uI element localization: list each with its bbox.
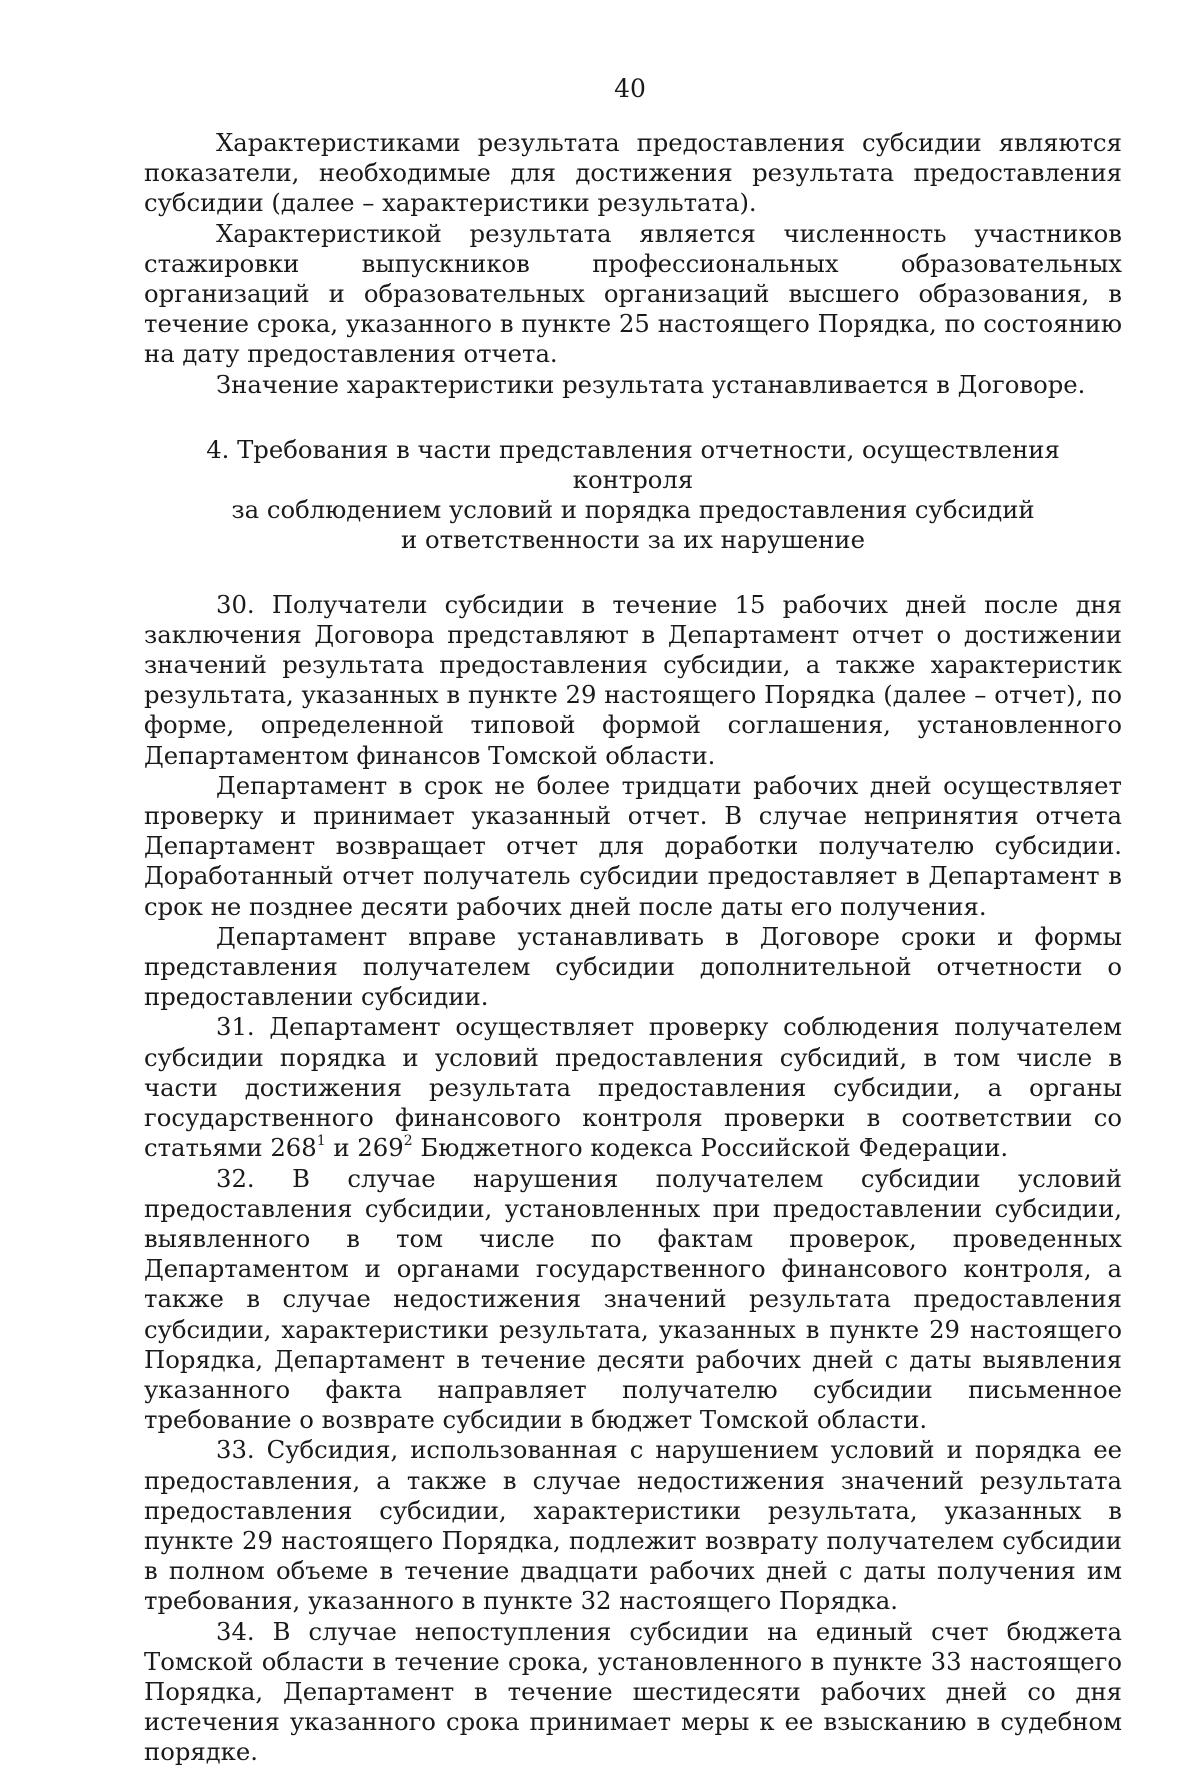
section-heading (144, 435, 1122, 556)
paragraph-characteristic-definition: Характеристикой результата является численность участников стажировки выпускников профессиональных образовательных организаций и образовательных организаций высшего образования, в течение срока, указанного в пункте 25 настоящего Порядка, по состоянию на дату предоставления отчета. (144, 218, 1122, 369)
paragraph-33: 33. Субсидия, использованная с нарушением условий и порядка ее предоставления, а также в случае недостижения значений результата предоставления субсидии, характеристики результата, указанных в пункте 29 настоящего Порядка, подлежит возврату получателем субсидии в полном объеме в течение двадцати рабочих дней с даты получения им требования, указанного в пункте 32 настоящего Порядка. (144, 1435, 1122, 1616)
paragraph-31-text-after: Бюджетного кодекса Российской Федерации. (412, 1133, 1009, 1163)
section-heading-line-3: и ответственности за их нарушение (401, 525, 865, 555)
paragraph-32: 32. В случае нарушения получателем субсидии условий предоставления субсидии, установленных при предоставлении субсидии, выявленного в том числе по фактам проверок, проведенных Департаментом и органами государственного финансового контроля, а также в случае недостижения значений результата предоставления субсидии, характеристики результата, указанных в пункте 29 настоящего Порядка, Департамент в течение десяти рабочих дней с даты выявления указанного факта направляет получателю субсидии письменное требование о возврате субсидии в бюджет Томской области. (144, 1163, 1122, 1435)
paragraph-30-additional: Департамент вправе устанавливать в Договоре сроки и формы представления получателем субсидии дополнительной отчетности о предоставлении субсидии. (144, 921, 1122, 1012)
paragraph-30: 30. Получатели субсидии в течение 15 рабочих дней после дня заключения Договора представляют в Департамент отчет о достижении значений результата предоставления субсидии, а также характеристик результата, указанных в пункте 29 настоящего Порядка (далее – отчет), по форме, определенной типовой формой соглашения, установленного Департаментом финансов Томской области. (144, 589, 1122, 770)
paragraph-characteristic-value: Значение характеристики результата устанавливается в Договоре. (216, 369, 1086, 399)
paragraph-30-review: Департамент в срок не более тридцати рабочих дней осуществляет проверку и принимает указанный отчет. В случае непринятия отчета Департамент возвращает отчет для доработки получателю субсидии. Доработанный отчет получатель субсидии предоставляет в Департамент в срок не позднее десяти рабочих дней после даты его получения. (144, 770, 1122, 921)
paragraph-31 (144, 1012, 1122, 1163)
section-heading-line-1: 4. Требования в части представления отчетности, осуществления контроля (206, 434, 1060, 495)
section-heading-line-2: за соблюдением условий и порядка предоставления субсидий (231, 495, 1035, 525)
paragraph-31-sup-2: 2 (403, 1133, 413, 1150)
document-body (144, 128, 1122, 1768)
page-number: 40 (614, 74, 646, 103)
paragraph-31-sup-1: 1 (316, 1133, 326, 1150)
paragraph-31-text-before: 31. Департамент осуществляет проверку соблюдения получателем субсидии порядка и условий предоставления субсидий, в том числе в части достижения результата предоставления субсидии, а органы государственного финансового контроля проверки в соответствии со статьями 268 (144, 1012, 1122, 1163)
paragraph-34: 34. В случае непоступления субсидии на единый счет бюджета Томской области в течение срока, установленного в пункте 33 настоящего Порядка, Департамент в течение шестидесяти рабочих дней со дня истечения указанного срока принимает меры к ее взысканию в судебном порядке. (144, 1616, 1122, 1767)
paragraph-31-text-middle: и 269 (325, 1133, 404, 1163)
paragraph-result-characteristics: Характеристиками результата предоставления субсидии являются показатели, необходимые для достижения результата предоставления субсидии (далее – характеристики результата). (144, 128, 1122, 218)
